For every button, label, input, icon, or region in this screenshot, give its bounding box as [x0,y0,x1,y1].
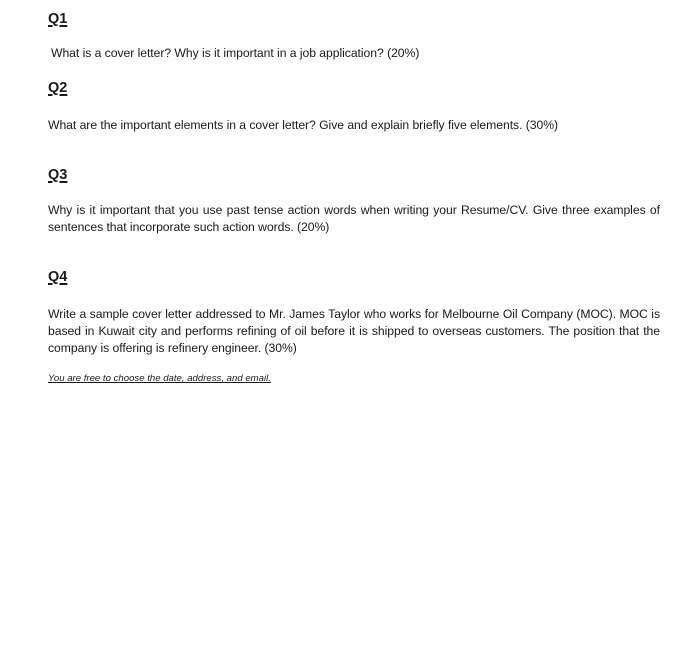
question-2-text: What are the important elements in a cover letter? Give and explain briefly five elements. (30%) [48,118,559,132]
question-4-heading: Q4 [48,269,68,285]
instruction-note: You are free to choose the date, address, and email. [48,373,271,384]
question-1-heading: Q1 [48,11,68,27]
question-2-heading: Q2 [48,80,68,96]
question-3-text: Why is it important that you use past tense action words when writing your Resume/CV. Give three examples of sentences that incorporate such action words. (20%) [48,203,660,234]
question-3-heading: Q3 [48,167,68,183]
question-4-text: Write a sample cover letter addressed to Mr. James Taylor who works for Melbourne Oil Company (MOC). MOC is based in Kuwait city and performs refining of oil before it is shipped to overseas customers. The position that the company is offering is refinery engineer. (30%) [48,307,660,355]
question-1-text: What is a cover letter? Why is it important in a job application? (20%) [51,46,420,60]
